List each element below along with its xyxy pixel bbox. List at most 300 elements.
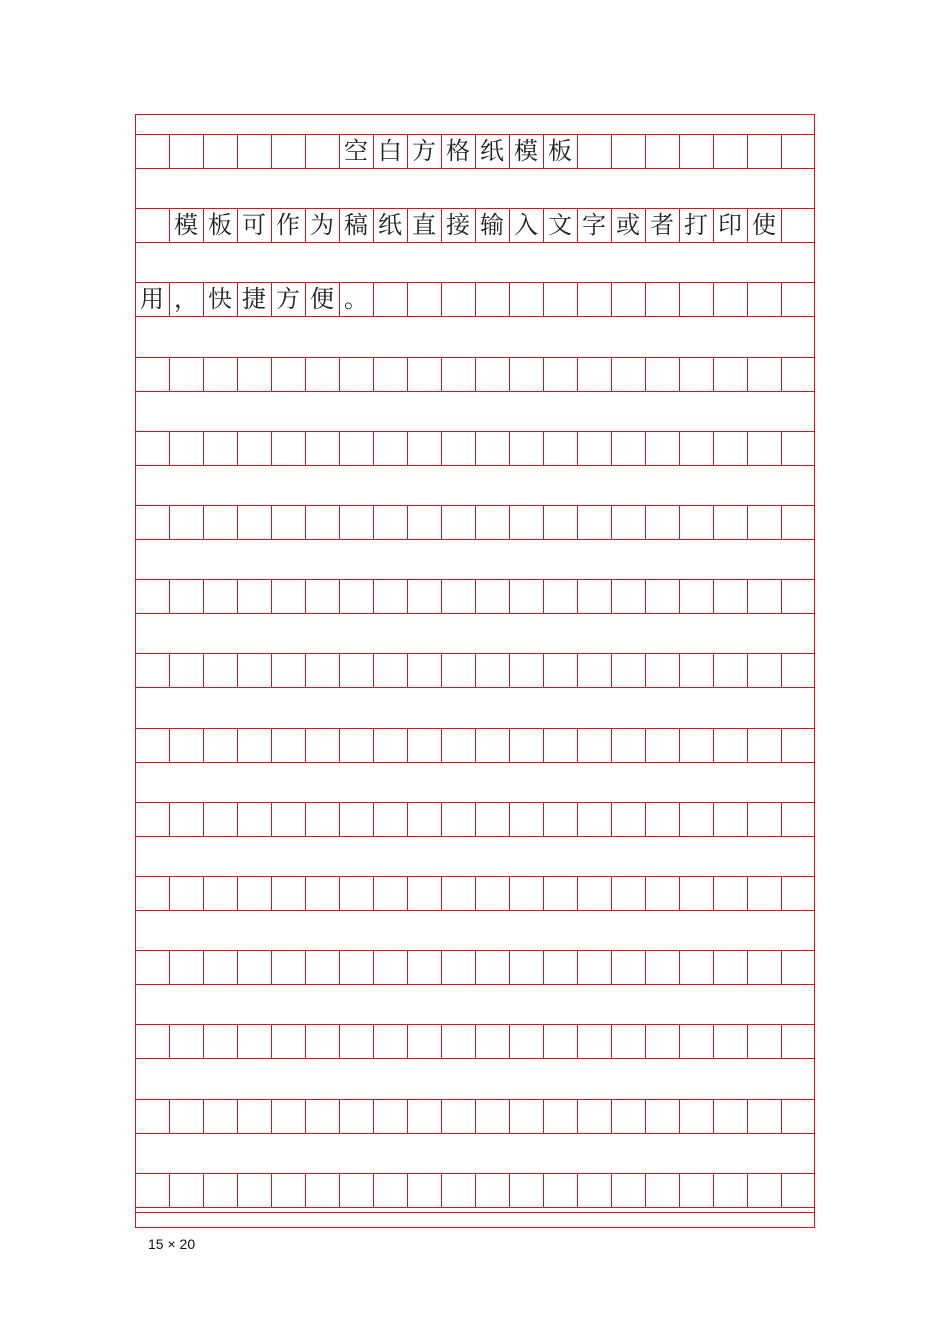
cell-divider xyxy=(305,802,306,836)
cell-divider xyxy=(475,1173,476,1207)
grid-size-label: 15 × 20 xyxy=(148,1236,196,1252)
cell-divider xyxy=(611,653,612,687)
cell-divider xyxy=(577,282,578,316)
cell-divider xyxy=(441,1173,442,1207)
cell-divider xyxy=(611,950,612,984)
cell-divider xyxy=(747,950,748,984)
body-character: 输 xyxy=(480,211,504,240)
cell-divider xyxy=(679,357,680,391)
cell-divider xyxy=(509,1173,510,1207)
cell-divider xyxy=(441,876,442,910)
cell-divider xyxy=(509,728,510,762)
cell-divider xyxy=(441,1024,442,1058)
cell-divider xyxy=(305,431,306,465)
cell-divider xyxy=(645,653,646,687)
cell-divider xyxy=(339,579,340,613)
cell-divider xyxy=(645,431,646,465)
cell-divider xyxy=(441,282,442,316)
cell-divider xyxy=(645,728,646,762)
cell-divider xyxy=(237,1024,238,1058)
body-character: 方 xyxy=(276,285,300,314)
cell-divider xyxy=(373,728,374,762)
cell-divider xyxy=(645,579,646,613)
body-character: 用 xyxy=(140,285,164,314)
cell-divider xyxy=(407,1173,408,1207)
cell-divider xyxy=(509,282,510,316)
cell-divider xyxy=(271,579,272,613)
cell-divider xyxy=(645,357,646,391)
body-character: 纸 xyxy=(378,211,402,240)
cell-divider xyxy=(679,1024,680,1058)
row-bottom-line xyxy=(135,1133,815,1134)
cell-divider xyxy=(781,357,782,391)
row-bottom-line xyxy=(135,465,815,466)
cell-divider xyxy=(679,282,680,316)
cell-divider xyxy=(305,876,306,910)
cell-divider xyxy=(169,1173,170,1207)
cell-divider xyxy=(543,950,544,984)
cell-divider xyxy=(543,282,544,316)
cell-divider xyxy=(407,653,408,687)
cell-divider xyxy=(747,357,748,391)
cell-divider xyxy=(475,728,476,762)
cell-divider xyxy=(407,431,408,465)
cell-divider xyxy=(475,876,476,910)
margin-rule xyxy=(135,1212,815,1213)
cell-divider xyxy=(203,1173,204,1207)
cell-divider xyxy=(781,1024,782,1058)
cell-divider xyxy=(611,1099,612,1133)
cell-divider xyxy=(713,505,714,539)
row-bottom-line xyxy=(135,910,815,911)
cell-divider xyxy=(747,282,748,316)
cell-divider xyxy=(509,505,510,539)
cell-divider xyxy=(441,357,442,391)
cell-divider xyxy=(237,1173,238,1207)
cell-divider xyxy=(747,802,748,836)
cell-divider xyxy=(611,579,612,613)
cell-divider xyxy=(373,579,374,613)
cell-divider xyxy=(713,653,714,687)
cell-divider xyxy=(271,728,272,762)
cell-divider xyxy=(645,1024,646,1058)
cell-divider xyxy=(679,505,680,539)
cell-divider xyxy=(509,1099,510,1133)
cell-divider xyxy=(747,134,748,168)
cell-divider xyxy=(441,653,442,687)
title-character: 格 xyxy=(446,137,470,165)
cell-divider xyxy=(645,282,646,316)
cell-divider xyxy=(339,431,340,465)
body-character: 板 xyxy=(208,211,232,240)
body-character: 直 xyxy=(412,211,436,240)
cell-divider xyxy=(441,505,442,539)
cell-divider xyxy=(475,653,476,687)
cell-divider xyxy=(237,653,238,687)
cell-divider xyxy=(271,876,272,910)
cell-divider xyxy=(577,357,578,391)
cell-divider xyxy=(577,579,578,613)
cell-divider xyxy=(203,950,204,984)
cell-divider xyxy=(577,876,578,910)
cell-divider xyxy=(237,876,238,910)
cell-divider xyxy=(679,950,680,984)
cell-divider xyxy=(373,357,374,391)
cell-divider xyxy=(509,431,510,465)
cell-divider xyxy=(611,1024,612,1058)
cell-divider xyxy=(679,1173,680,1207)
cell-divider xyxy=(713,357,714,391)
cell-divider xyxy=(169,134,170,168)
body-character: 接 xyxy=(446,211,470,240)
cell-divider xyxy=(373,1099,374,1133)
cell-divider xyxy=(169,802,170,836)
cell-divider xyxy=(679,1099,680,1133)
body-character: 快 xyxy=(208,285,232,314)
cell-divider xyxy=(271,950,272,984)
cell-divider xyxy=(441,802,442,836)
cell-divider xyxy=(543,579,544,613)
body-character: 。 xyxy=(344,285,368,314)
body-character: 捷 xyxy=(242,285,266,314)
cell-divider xyxy=(237,134,238,168)
cell-divider xyxy=(645,1173,646,1207)
cell-divider xyxy=(339,728,340,762)
row-bottom-line xyxy=(135,1207,815,1208)
cell-divider xyxy=(679,431,680,465)
cell-divider xyxy=(407,282,408,316)
cell-divider xyxy=(475,1099,476,1133)
cell-divider xyxy=(237,728,238,762)
cell-divider xyxy=(203,579,204,613)
cell-divider xyxy=(543,1173,544,1207)
cell-divider xyxy=(203,357,204,391)
row-bottom-line xyxy=(135,687,815,688)
cell-divider xyxy=(713,950,714,984)
cell-divider xyxy=(645,134,646,168)
cell-divider xyxy=(373,653,374,687)
cell-divider xyxy=(237,1099,238,1133)
body-character: 印 xyxy=(718,211,742,240)
cell-divider xyxy=(237,802,238,836)
body-character: 模 xyxy=(174,211,198,240)
cell-divider xyxy=(475,357,476,391)
cell-divider xyxy=(543,653,544,687)
cell-divider xyxy=(611,1173,612,1207)
cell-divider xyxy=(645,876,646,910)
cell-divider xyxy=(577,134,578,168)
cell-divider xyxy=(747,876,748,910)
body-character: 入 xyxy=(514,211,538,240)
cell-divider xyxy=(509,653,510,687)
row-bottom-line xyxy=(135,242,815,243)
cell-divider xyxy=(645,505,646,539)
row-bottom-line xyxy=(135,762,815,763)
cell-divider xyxy=(577,802,578,836)
cell-divider xyxy=(203,431,204,465)
cell-divider xyxy=(271,1024,272,1058)
body-character: 或 xyxy=(616,211,640,240)
cell-divider xyxy=(747,1099,748,1133)
cell-divider xyxy=(339,653,340,687)
cell-divider xyxy=(611,431,612,465)
cell-divider xyxy=(781,134,782,168)
cell-divider xyxy=(611,728,612,762)
cell-divider xyxy=(781,728,782,762)
cell-divider xyxy=(509,357,510,391)
cell-divider xyxy=(339,1099,340,1133)
cell-divider xyxy=(237,431,238,465)
cell-divider xyxy=(339,802,340,836)
cell-divider xyxy=(611,876,612,910)
cell-divider xyxy=(305,950,306,984)
cell-divider xyxy=(577,728,578,762)
cell-divider xyxy=(169,357,170,391)
cell-divider xyxy=(203,802,204,836)
cell-divider xyxy=(271,1173,272,1207)
cell-divider xyxy=(679,134,680,168)
cell-divider xyxy=(781,282,782,316)
row-bottom-line xyxy=(135,1058,815,1059)
cell-divider xyxy=(679,876,680,910)
cell-divider xyxy=(305,1099,306,1133)
cell-divider xyxy=(509,1024,510,1058)
cell-divider xyxy=(339,950,340,984)
cell-divider xyxy=(237,579,238,613)
row-bottom-line xyxy=(135,391,815,392)
title-character: 空 xyxy=(344,137,368,165)
cell-divider xyxy=(305,1024,306,1058)
cell-divider xyxy=(781,431,782,465)
cell-divider xyxy=(577,1099,578,1133)
cell-divider xyxy=(305,579,306,613)
row-bottom-line xyxy=(135,984,815,985)
cell-divider xyxy=(747,728,748,762)
cell-divider xyxy=(169,950,170,984)
cell-divider xyxy=(169,431,170,465)
title-character: 纸 xyxy=(480,137,504,165)
cell-divider xyxy=(781,876,782,910)
cell-divider xyxy=(781,505,782,539)
cell-divider xyxy=(747,431,748,465)
cell-divider xyxy=(407,1099,408,1133)
cell-divider xyxy=(611,357,612,391)
cell-divider xyxy=(747,1024,748,1058)
cell-divider xyxy=(747,579,748,613)
cell-divider xyxy=(713,802,714,836)
cell-divider xyxy=(305,357,306,391)
cell-divider xyxy=(543,876,544,910)
cell-divider xyxy=(339,1024,340,1058)
cell-divider xyxy=(203,1024,204,1058)
cell-divider xyxy=(747,653,748,687)
cell-divider xyxy=(713,1099,714,1133)
cell-divider xyxy=(679,802,680,836)
cell-divider xyxy=(407,579,408,613)
cell-divider xyxy=(169,1099,170,1133)
cell-divider xyxy=(645,950,646,984)
cell-divider xyxy=(509,579,510,613)
cell-divider xyxy=(373,431,374,465)
cell-divider xyxy=(373,1024,374,1058)
cell-divider xyxy=(407,357,408,391)
row-bottom-line xyxy=(135,613,815,614)
cell-divider xyxy=(441,579,442,613)
cell-divider xyxy=(407,1024,408,1058)
title-character: 板 xyxy=(548,137,572,165)
cell-divider xyxy=(271,1099,272,1133)
cell-divider xyxy=(713,1024,714,1058)
cell-divider xyxy=(577,431,578,465)
cell-divider xyxy=(781,579,782,613)
cell-divider xyxy=(373,950,374,984)
body-character: 者 xyxy=(650,211,674,240)
cell-divider xyxy=(407,876,408,910)
cell-divider xyxy=(305,728,306,762)
cell-divider xyxy=(407,950,408,984)
cell-divider xyxy=(509,802,510,836)
body-character: 使 xyxy=(752,211,776,240)
cell-divider xyxy=(271,357,272,391)
cell-divider xyxy=(407,802,408,836)
cell-divider xyxy=(713,579,714,613)
title-character: 模 xyxy=(514,137,538,165)
cell-divider xyxy=(237,950,238,984)
cell-divider xyxy=(169,505,170,539)
cell-divider xyxy=(713,134,714,168)
cell-divider xyxy=(203,728,204,762)
cell-divider xyxy=(169,579,170,613)
cell-divider xyxy=(577,950,578,984)
cell-divider xyxy=(543,1024,544,1058)
cell-divider xyxy=(475,950,476,984)
cell-divider xyxy=(441,1099,442,1133)
cell-divider xyxy=(679,579,680,613)
cell-divider xyxy=(611,802,612,836)
body-character: ， xyxy=(174,285,198,314)
cell-divider xyxy=(747,505,748,539)
cell-divider xyxy=(271,653,272,687)
cell-divider xyxy=(169,728,170,762)
cell-divider xyxy=(305,1173,306,1207)
body-character: 便 xyxy=(310,285,334,314)
row-bottom-line xyxy=(135,168,815,169)
cell-divider xyxy=(475,802,476,836)
cell-divider xyxy=(543,357,544,391)
cell-divider xyxy=(543,802,544,836)
cell-divider xyxy=(475,1024,476,1058)
cell-divider xyxy=(203,134,204,168)
cell-divider xyxy=(781,1173,782,1207)
cell-divider xyxy=(475,579,476,613)
body-character: 字 xyxy=(582,211,606,240)
title-character: 白 xyxy=(378,137,402,165)
row-bottom-line xyxy=(135,316,815,317)
cell-divider xyxy=(781,1099,782,1133)
cell-divider xyxy=(305,134,306,168)
cell-divider xyxy=(237,505,238,539)
cell-divider xyxy=(577,653,578,687)
cell-divider xyxy=(339,876,340,910)
cell-divider xyxy=(781,950,782,984)
cell-divider xyxy=(441,431,442,465)
body-character: 作 xyxy=(276,211,300,240)
cell-divider xyxy=(543,1099,544,1133)
cell-divider xyxy=(203,505,204,539)
cell-divider xyxy=(645,802,646,836)
body-character: 文 xyxy=(548,211,572,240)
cell-divider xyxy=(475,282,476,316)
cell-divider xyxy=(407,505,408,539)
cell-divider xyxy=(373,1173,374,1207)
cell-divider xyxy=(781,802,782,836)
cell-divider xyxy=(203,653,204,687)
cell-divider xyxy=(271,431,272,465)
cell-divider xyxy=(339,505,340,539)
cell-divider xyxy=(475,431,476,465)
cell-divider xyxy=(373,802,374,836)
title-character: 方 xyxy=(412,137,436,165)
cell-divider xyxy=(543,728,544,762)
row-bottom-line xyxy=(135,539,815,540)
cell-divider xyxy=(645,1099,646,1133)
cell-divider xyxy=(305,505,306,539)
cell-divider xyxy=(713,282,714,316)
cell-divider xyxy=(679,728,680,762)
cell-divider xyxy=(373,505,374,539)
cell-divider xyxy=(475,505,476,539)
cell-divider xyxy=(577,1024,578,1058)
cell-divider xyxy=(577,1173,578,1207)
cell-divider xyxy=(713,728,714,762)
cell-divider xyxy=(713,876,714,910)
cell-divider xyxy=(713,431,714,465)
cell-divider xyxy=(203,876,204,910)
cell-divider xyxy=(543,431,544,465)
body-character: 可 xyxy=(242,211,266,240)
cell-divider xyxy=(237,357,238,391)
cell-divider xyxy=(781,208,782,242)
cell-divider xyxy=(339,357,340,391)
cell-divider xyxy=(611,505,612,539)
cell-divider xyxy=(509,876,510,910)
cell-divider xyxy=(747,1173,748,1207)
cell-divider xyxy=(611,134,612,168)
cell-divider xyxy=(577,505,578,539)
cell-divider xyxy=(373,876,374,910)
cell-divider xyxy=(611,282,612,316)
cell-divider xyxy=(305,653,306,687)
cell-divider xyxy=(169,876,170,910)
body-character: 稿 xyxy=(344,211,368,240)
cell-divider xyxy=(271,505,272,539)
body-character: 打 xyxy=(684,211,708,240)
cell-divider xyxy=(679,653,680,687)
cell-divider xyxy=(543,505,544,539)
cell-divider xyxy=(407,728,408,762)
cell-divider xyxy=(713,1173,714,1207)
cell-divider xyxy=(169,653,170,687)
cell-divider xyxy=(441,728,442,762)
cell-divider xyxy=(373,282,374,316)
cell-divider xyxy=(339,1173,340,1207)
cell-divider xyxy=(441,950,442,984)
cell-divider xyxy=(509,950,510,984)
cell-divider xyxy=(781,653,782,687)
cell-divider xyxy=(271,802,272,836)
cell-divider xyxy=(271,134,272,168)
cell-divider xyxy=(203,1099,204,1133)
